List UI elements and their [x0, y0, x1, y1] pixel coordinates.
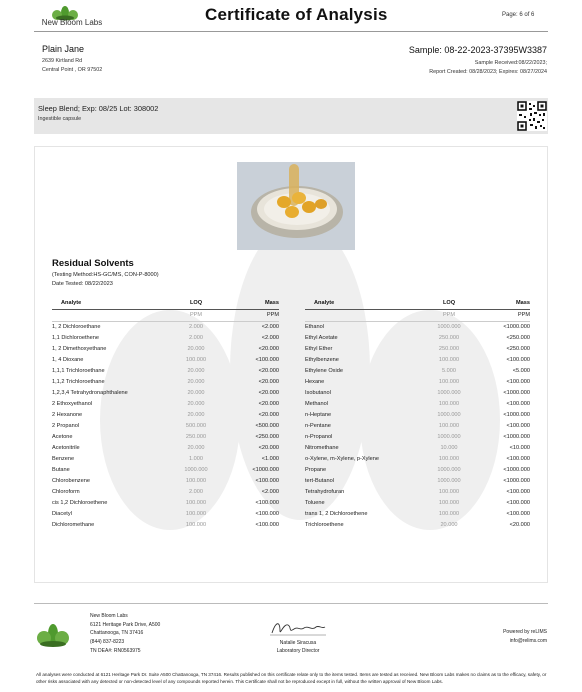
table-row — [52, 355, 279, 366]
cell-loq: 20.000 — [187, 368, 205, 374]
residual-solvents-table-right — [305, 298, 530, 531]
signature-icon — [268, 617, 328, 639]
col-header-loq: LOQ — [420, 298, 478, 310]
cell-analyte: Diacetyl — [52, 511, 72, 517]
cell-loq: 2.000 — [189, 335, 203, 341]
footer-email[interactable]: info@relims.com — [509, 638, 547, 644]
cell-mass: <100.000 — [506, 357, 530, 363]
table-row — [52, 443, 279, 454]
sample-photo — [237, 162, 355, 250]
cell-loq: 100.000 — [438, 511, 460, 517]
col-header-mass: Mass — [478, 298, 530, 310]
cell-loq: 500.000 — [185, 423, 207, 429]
cell-analyte: Propane — [305, 467, 327, 473]
cell-mass: <1000.000 — [503, 434, 530, 440]
table-row — [305, 366, 530, 377]
table-row — [305, 377, 530, 388]
cell-analyte: o-Xylene, m-Xylene, p-Xylene — [305, 456, 379, 462]
cell-analyte: Isobutanol — [305, 390, 331, 396]
table-row — [52, 432, 279, 443]
table-row — [52, 487, 279, 498]
cell-loq: 100.000 — [185, 357, 207, 363]
signer-title: Laboratory Director — [276, 648, 320, 654]
cell-mass: <1000.000 — [503, 390, 530, 396]
cell-mass: <2.000 — [261, 489, 279, 495]
client-address-line1: 2639 Kirtland Rd — [42, 58, 83, 64]
cell-loq: 100.000 — [185, 500, 207, 506]
sample-received: Sample Received:08/22/2023; — [474, 60, 547, 66]
cell-analyte: Methanol — [305, 401, 329, 407]
table-row — [305, 476, 530, 487]
cell-mass: <1000.000 — [503, 324, 530, 330]
page-title: Certificate of Analysis — [205, 5, 388, 24]
table-row — [305, 355, 530, 366]
cell-mass: <100.000 — [506, 423, 530, 429]
lab-name: New Bloom Labs — [41, 18, 103, 27]
table-row — [52, 322, 279, 334]
cell-analyte: 1,1 Dichloroethene — [52, 335, 99, 341]
cell-loq: 20.000 — [187, 346, 205, 352]
cell-loq: 2.000 — [189, 324, 203, 330]
cell-analyte: n-Heptane — [305, 412, 332, 418]
cell-loq: 250.000 — [438, 346, 460, 352]
cell-loq: 100.000 — [185, 522, 207, 528]
cell-mass: <100.000 — [506, 401, 530, 407]
report-dates: Report Created: 08/28/2023; Expires: 08/27/2024 — [429, 69, 547, 75]
cell-analyte: n-Propanol — [305, 434, 333, 440]
cell-analyte: Butane — [52, 467, 70, 473]
cell-mass: <20.000 — [258, 445, 279, 451]
cell-mass: <1000.000 — [252, 467, 279, 473]
cell-analyte: 1,1,2 Trichloroethane — [52, 379, 105, 385]
cell-analyte: 1,2,3,4 Tetrahydronaphthalene — [52, 390, 128, 396]
table-row — [305, 399, 530, 410]
cell-analyte: Toluene — [305, 500, 325, 506]
cell-mass: <100.000 — [255, 357, 279, 363]
client-address-line2: Central Point , OR 97502 — [42, 67, 103, 73]
cell-mass: <20.000 — [258, 346, 279, 352]
table-row — [305, 410, 530, 421]
cell-analyte: Trichloroethene — [305, 522, 344, 528]
cell-mass: <2.000 — [261, 324, 279, 330]
cell-analyte: Acetone — [52, 434, 73, 440]
footer-address2: Chattanooga, TN 37416 — [90, 630, 144, 636]
cell-analyte: Benzene — [52, 456, 75, 462]
powered-by: Powered by reLIMS — [503, 629, 547, 635]
col-header-loq: LOQ — [167, 298, 225, 310]
table-row — [52, 520, 279, 531]
footer-dea: TN DEA#: RN0563975 — [90, 648, 141, 654]
lotus-logo-icon — [36, 622, 70, 648]
table-row — [305, 465, 530, 476]
cell-analyte: Ethanol — [305, 324, 324, 330]
sample-id: Sample: 08-22-2023-37395W3387 — [408, 45, 547, 55]
unit-mass: PPM — [478, 310, 530, 322]
table-row — [305, 520, 530, 531]
cell-loq: 1000.000 — [437, 324, 461, 330]
cell-loq: 20.000 — [187, 401, 205, 407]
testing-method: (Testing Method:HS-GC/MS, CON-P-8000) — [52, 272, 159, 278]
cell-analyte: Chloroform — [52, 489, 80, 495]
col-header-mass: Mass — [225, 298, 279, 310]
footer-address1: 6121 Heritage Park Drive, A500 — [90, 622, 161, 628]
cell-mass: <100.000 — [506, 511, 530, 517]
cell-mass: <500.000 — [255, 423, 279, 429]
table-row — [305, 443, 530, 454]
cell-mass: <1000.000 — [503, 412, 530, 418]
cell-analyte: 2 Ethoxyethanol — [52, 401, 93, 407]
cell-mass: <100.000 — [506, 379, 530, 385]
client-name: Plain Jane — [42, 44, 85, 54]
cell-loq: 100.000 — [438, 401, 460, 407]
cell-loq: 100.000 — [438, 489, 460, 495]
cell-loq: 100.000 — [438, 423, 460, 429]
cell-loq: 100.000 — [185, 511, 207, 517]
date-tested: Date Tested: 08/22/2023 — [52, 281, 113, 287]
table-row — [52, 421, 279, 432]
header-divider — [34, 31, 548, 32]
footer-divider — [34, 603, 548, 604]
cell-loq: 1000.000 — [437, 467, 461, 473]
cell-loq: 1.000 — [189, 456, 203, 462]
cell-analyte: 1,1,1 Trichloroethane — [52, 368, 105, 374]
section-title: Residual Solvents — [52, 258, 134, 269]
cell-mass: <20.000 — [509, 522, 530, 528]
col-header-analyte: Analyte — [305, 298, 420, 310]
table-row — [52, 333, 279, 344]
product-name: Sleep Blend; Exp: 08/25 Lot: 308002 — [38, 104, 159, 113]
cell-mass: <20.000 — [258, 379, 279, 385]
cell-mass: <1.000 — [261, 456, 279, 462]
signer-name: Natalie Siracusa — [279, 640, 317, 646]
cell-mass: <100.000 — [506, 456, 530, 462]
cell-analyte: Ethyl Ether — [305, 346, 333, 352]
cell-mass: <5.000 — [512, 368, 530, 374]
table-row — [305, 487, 530, 498]
capsule-tray-image-icon — [237, 162, 355, 250]
cell-analyte: Hexane — [305, 379, 325, 385]
cell-analyte: 1, 2 Dimethoxyethane — [52, 346, 107, 352]
cell-analyte: trans 1, 2 Dichloroethene — [305, 511, 368, 517]
cell-loq: 5.000 — [442, 368, 456, 374]
qr-code-icon[interactable] — [517, 101, 547, 131]
cell-loq: 20.000 — [187, 390, 205, 396]
cell-analyte: Ethylbenzene — [305, 357, 339, 363]
cell-analyte: Chlorobenzene — [52, 478, 90, 484]
table-row — [52, 454, 279, 465]
table-row — [52, 465, 279, 476]
cell-mass: <1000.000 — [503, 478, 530, 484]
cell-mass: <100.000 — [506, 489, 530, 495]
cell-loq: 100.000 — [438, 379, 460, 385]
disclaimer: All analyses were conducted at 6121 Heritage Park Dr. Suite A500 Chattanooga, TN 37416. Results published on this certificate relate only to the items tested. Items are tested as received. New Bloom Labs makes no claims as to the efficacy, safety, or other risks associated with any detected or non-detected level of any compounds reported herein. This Certificate shall not be reproduced except in full, without the written approval of New Bloom Labs. — [36, 672, 547, 684]
cell-analyte: Nitromethane — [305, 445, 339, 451]
cell-analyte: 2 Hexanone — [52, 412, 83, 418]
cell-analyte: tert-Butanol — [305, 478, 334, 484]
col-header-analyte: Analyte — [52, 298, 167, 310]
cell-loq: 20.000 — [187, 379, 205, 385]
cell-mass: <250.000 — [506, 346, 530, 352]
cell-analyte: Ethyl Acetate — [305, 335, 338, 341]
table-row — [52, 509, 279, 520]
table-row — [305, 509, 530, 520]
table-row — [52, 388, 279, 399]
unit-mass: PPM — [225, 310, 279, 322]
cell-analyte: 1, 4 Dioxane — [52, 357, 84, 363]
cell-mass: <100.000 — [255, 478, 279, 484]
table-row — [52, 476, 279, 487]
cell-mass: <2.000 — [261, 335, 279, 341]
cell-loq: 100.000 — [438, 500, 460, 506]
table-row — [305, 322, 530, 334]
table-row — [52, 498, 279, 509]
cell-analyte: Ethylene Oxide — [305, 368, 343, 374]
table-row — [305, 454, 530, 465]
cell-loq: 250.000 — [185, 434, 207, 440]
footer-logo — [36, 622, 70, 648]
product-type: Ingestible capsule — [38, 116, 82, 122]
cell-mass: <100.000 — [255, 522, 279, 528]
cell-loq: 2.000 — [189, 489, 203, 495]
table-row — [305, 333, 530, 344]
cell-loq: 1000.000 — [437, 390, 461, 396]
unit-loq: PPM — [167, 310, 225, 322]
cell-mass: <20.000 — [258, 412, 279, 418]
cell-loq: 1000.000 — [437, 478, 461, 484]
cell-analyte: Tetrahydrofuran — [305, 489, 345, 495]
cell-loq: 20.000 — [187, 445, 205, 451]
table-row — [52, 399, 279, 410]
cell-mass: <250.000 — [506, 335, 530, 341]
page-number: Page: 6 of 6 — [502, 12, 535, 18]
cell-analyte: n-Pentane — [305, 423, 331, 429]
cell-mass: <100.000 — [255, 511, 279, 517]
cell-analyte: 1, 2 Dichloroethane — [52, 324, 101, 330]
residual-solvents-table-left — [52, 298, 279, 531]
cell-analyte: Dichloromethane — [52, 522, 95, 528]
unit-loq: PPM — [420, 310, 478, 322]
cell-analyte: cis 1,2 Dichloroethene — [52, 500, 108, 506]
table-row — [305, 432, 530, 443]
cell-loq: 1000.000 — [437, 434, 461, 440]
cell-loq: 250.000 — [438, 335, 460, 341]
cell-mass: <20.000 — [258, 368, 279, 374]
cell-loq: 20.000 — [187, 412, 205, 418]
cell-mass: <1000.000 — [503, 467, 530, 473]
table-row — [305, 344, 530, 355]
table-row — [52, 410, 279, 421]
cell-mass: <250.000 — [255, 434, 279, 440]
table-row — [305, 498, 530, 509]
signature-image — [268, 617, 328, 639]
cell-loq: 20.000 — [440, 522, 458, 528]
cell-loq: 100.000 — [185, 478, 207, 484]
footer-phone: (844) 837-8223 — [90, 639, 125, 645]
table-row — [52, 344, 279, 355]
cell-mass: <10.000 — [509, 445, 530, 451]
table-row — [52, 366, 279, 377]
table-row — [305, 421, 530, 432]
cell-analyte: 2 Propanol — [52, 423, 80, 429]
cell-loq: 100.000 — [438, 456, 460, 462]
cell-analyte: Acetonitrile — [52, 445, 80, 451]
cell-mass: <20.000 — [258, 390, 279, 396]
cell-mass: <100.000 — [506, 500, 530, 506]
table-row — [305, 388, 530, 399]
cell-loq: 10.000 — [440, 445, 458, 451]
cell-loq: 1000.000 — [184, 467, 208, 473]
cell-loq: 1000.000 — [437, 412, 461, 418]
cell-mass: <100.000 — [255, 500, 279, 506]
footer-lab-name: New Bloom Labs — [90, 613, 128, 619]
cell-loq: 100.000 — [438, 357, 460, 363]
table-row — [52, 377, 279, 388]
cell-mass: <20.000 — [258, 401, 279, 407]
